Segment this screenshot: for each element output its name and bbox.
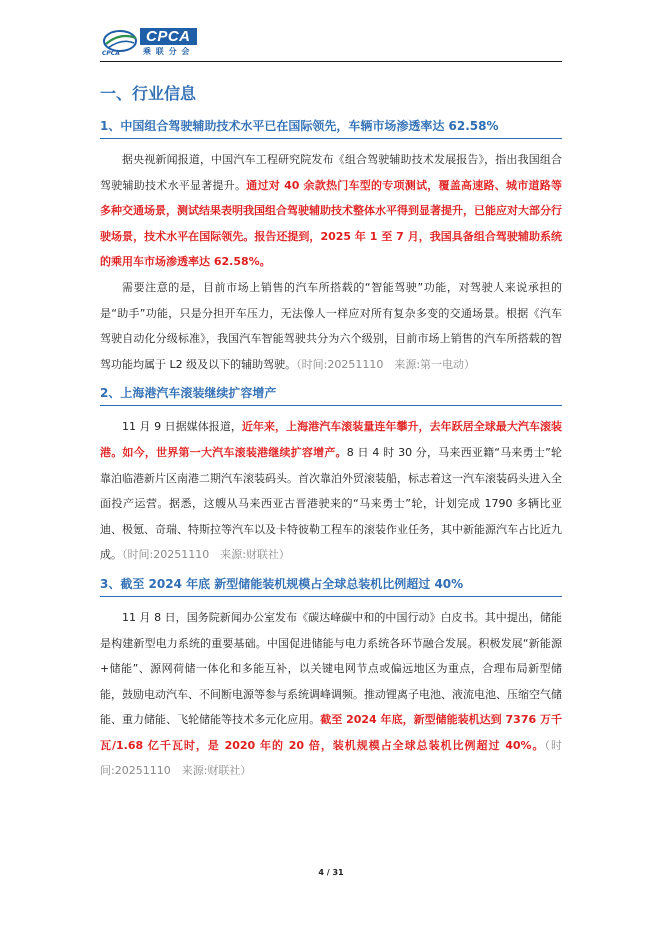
item-2-highlight: 近年来，上海港汽车滚装量连年攀升，去年跃居全球最大汽车滚装港。如今，世界第一大汽车滚装港继续扩容增产。 — [100, 420, 562, 459]
item-1-paragraph-2 — [100, 275, 562, 377]
item-1-text: 据央视新闻报道，中国汽车工程研究院发布《组合驾驶辅助技术发展报告》，指出我国组合驾驶辅助技术水平显著提升。 — [100, 153, 562, 192]
item-3-title: 3、截至 2024 年底 新型储能装机规模占全球总装机比例超过 40% — [100, 576, 562, 597]
item-3-paragraph-1 — [100, 605, 562, 784]
item-3-text: 11 月 8 日，国务院新闻办公室发布《碳达峰碳中和的中国行动》白皮书。其中提出，储能是构建新型电力系统的重要基础。中国促进储能与电力系统各环节融合发展。积极发展“新能源+储能”、源网荷储一体化和多能互补，以关键电网节点或偏远地区为重点，合理布局新型储能，鼓励电动汽车、不间断电源等参与系统调峰调频。推动锂离子电池、液流电池、压缩空气储能、重力储能、飞轮储能等技术多元化应用。 — [100, 610, 562, 727]
page-content — [100, 82, 562, 784]
item-1-title: 1、中国组合驾驶辅助技术水平已在国际领先，车辆市场渗透率达 62.58% — [100, 118, 562, 139]
item-1-highlight: 通过对 40 余款热门车型的专项测试，覆盖高速路、城市道路等多种交通场景，测试结果表明我国组合驾驶辅助技术整体水平得到显著提升，已能应对大部分行驶场景，技术水平在国际领先。报告还提到，2025 年 1 至 7 月，我国具备组合驾驶辅助系统的乘用车市场渗透率达 62.58%。 — [100, 178, 563, 269]
header-divider — [100, 61, 562, 62]
item-1-text-2: 需要注意的是，目前市场上销售的汽车所搭载的“智能驾驶”功能，对驾驶人来说承担的是“助手”功能，只是分担开车压力，无法像人一样应对所有复杂多变的交通场景。根据《汽车驾驶自动化分级标准》，我国汽车智能驾驶共分为六个级别，目前市场上销售的汽车所搭载的智驾功能均属于 L2 级及以下的辅助驾驶。 — [100, 280, 562, 371]
page-header — [100, 28, 562, 62]
logo-wordmark: CPCA — [140, 28, 197, 45]
item-2-paragraph-1 — [100, 414, 562, 568]
logo-subtitle: 乘 联 分 会 — [143, 47, 191, 56]
item-2-source: （时间:20251110 来源:财联社） — [122, 548, 290, 562]
logo-small-text: CPCA — [102, 50, 120, 57]
item-3-source: （时间:20251110 来源:财联社） — [100, 738, 563, 778]
cpca-logo — [100, 28, 200, 58]
page-number: 4 / 31 — [318, 868, 344, 877]
item-1-source: （时间:20251110 来源:第一电动） — [296, 357, 476, 371]
item-2-title: 2、上海港汽车滚装继续扩容增产 — [100, 385, 562, 406]
section-title: 一、行业信息 — [100, 84, 197, 103]
item-3-highlight: 截至 2024 年底，新型储能装机达到 7376 万千瓦/1.68 亿千瓦时，是 2020 年的 20 倍，装机规模占全球总装机比例超过 40%。 — [100, 713, 562, 752]
item-2-text-b: 8 日 4 时 30 分，马来西亚籍“马来勇士”轮靠泊临港新片区南港二期汽车滚装码头。首次靠泊外贸滚装船，标志着这一汽车滚装码头进入全面投产运营。据悉，这艘从马来西亚古晋港驶来的“马来勇士”轮，计划完成 1790 多辆比亚迪、极氪、奇瑞、特斯拉等汽车以及卡特彼勒工程车的滚装作业任务，其中新能源汽车占比近九成。 — [100, 445, 563, 562]
item-2-text-a: 11 月 9 日据媒体报道， — [122, 420, 242, 434]
item-1-paragraph-1 — [100, 147, 562, 275]
